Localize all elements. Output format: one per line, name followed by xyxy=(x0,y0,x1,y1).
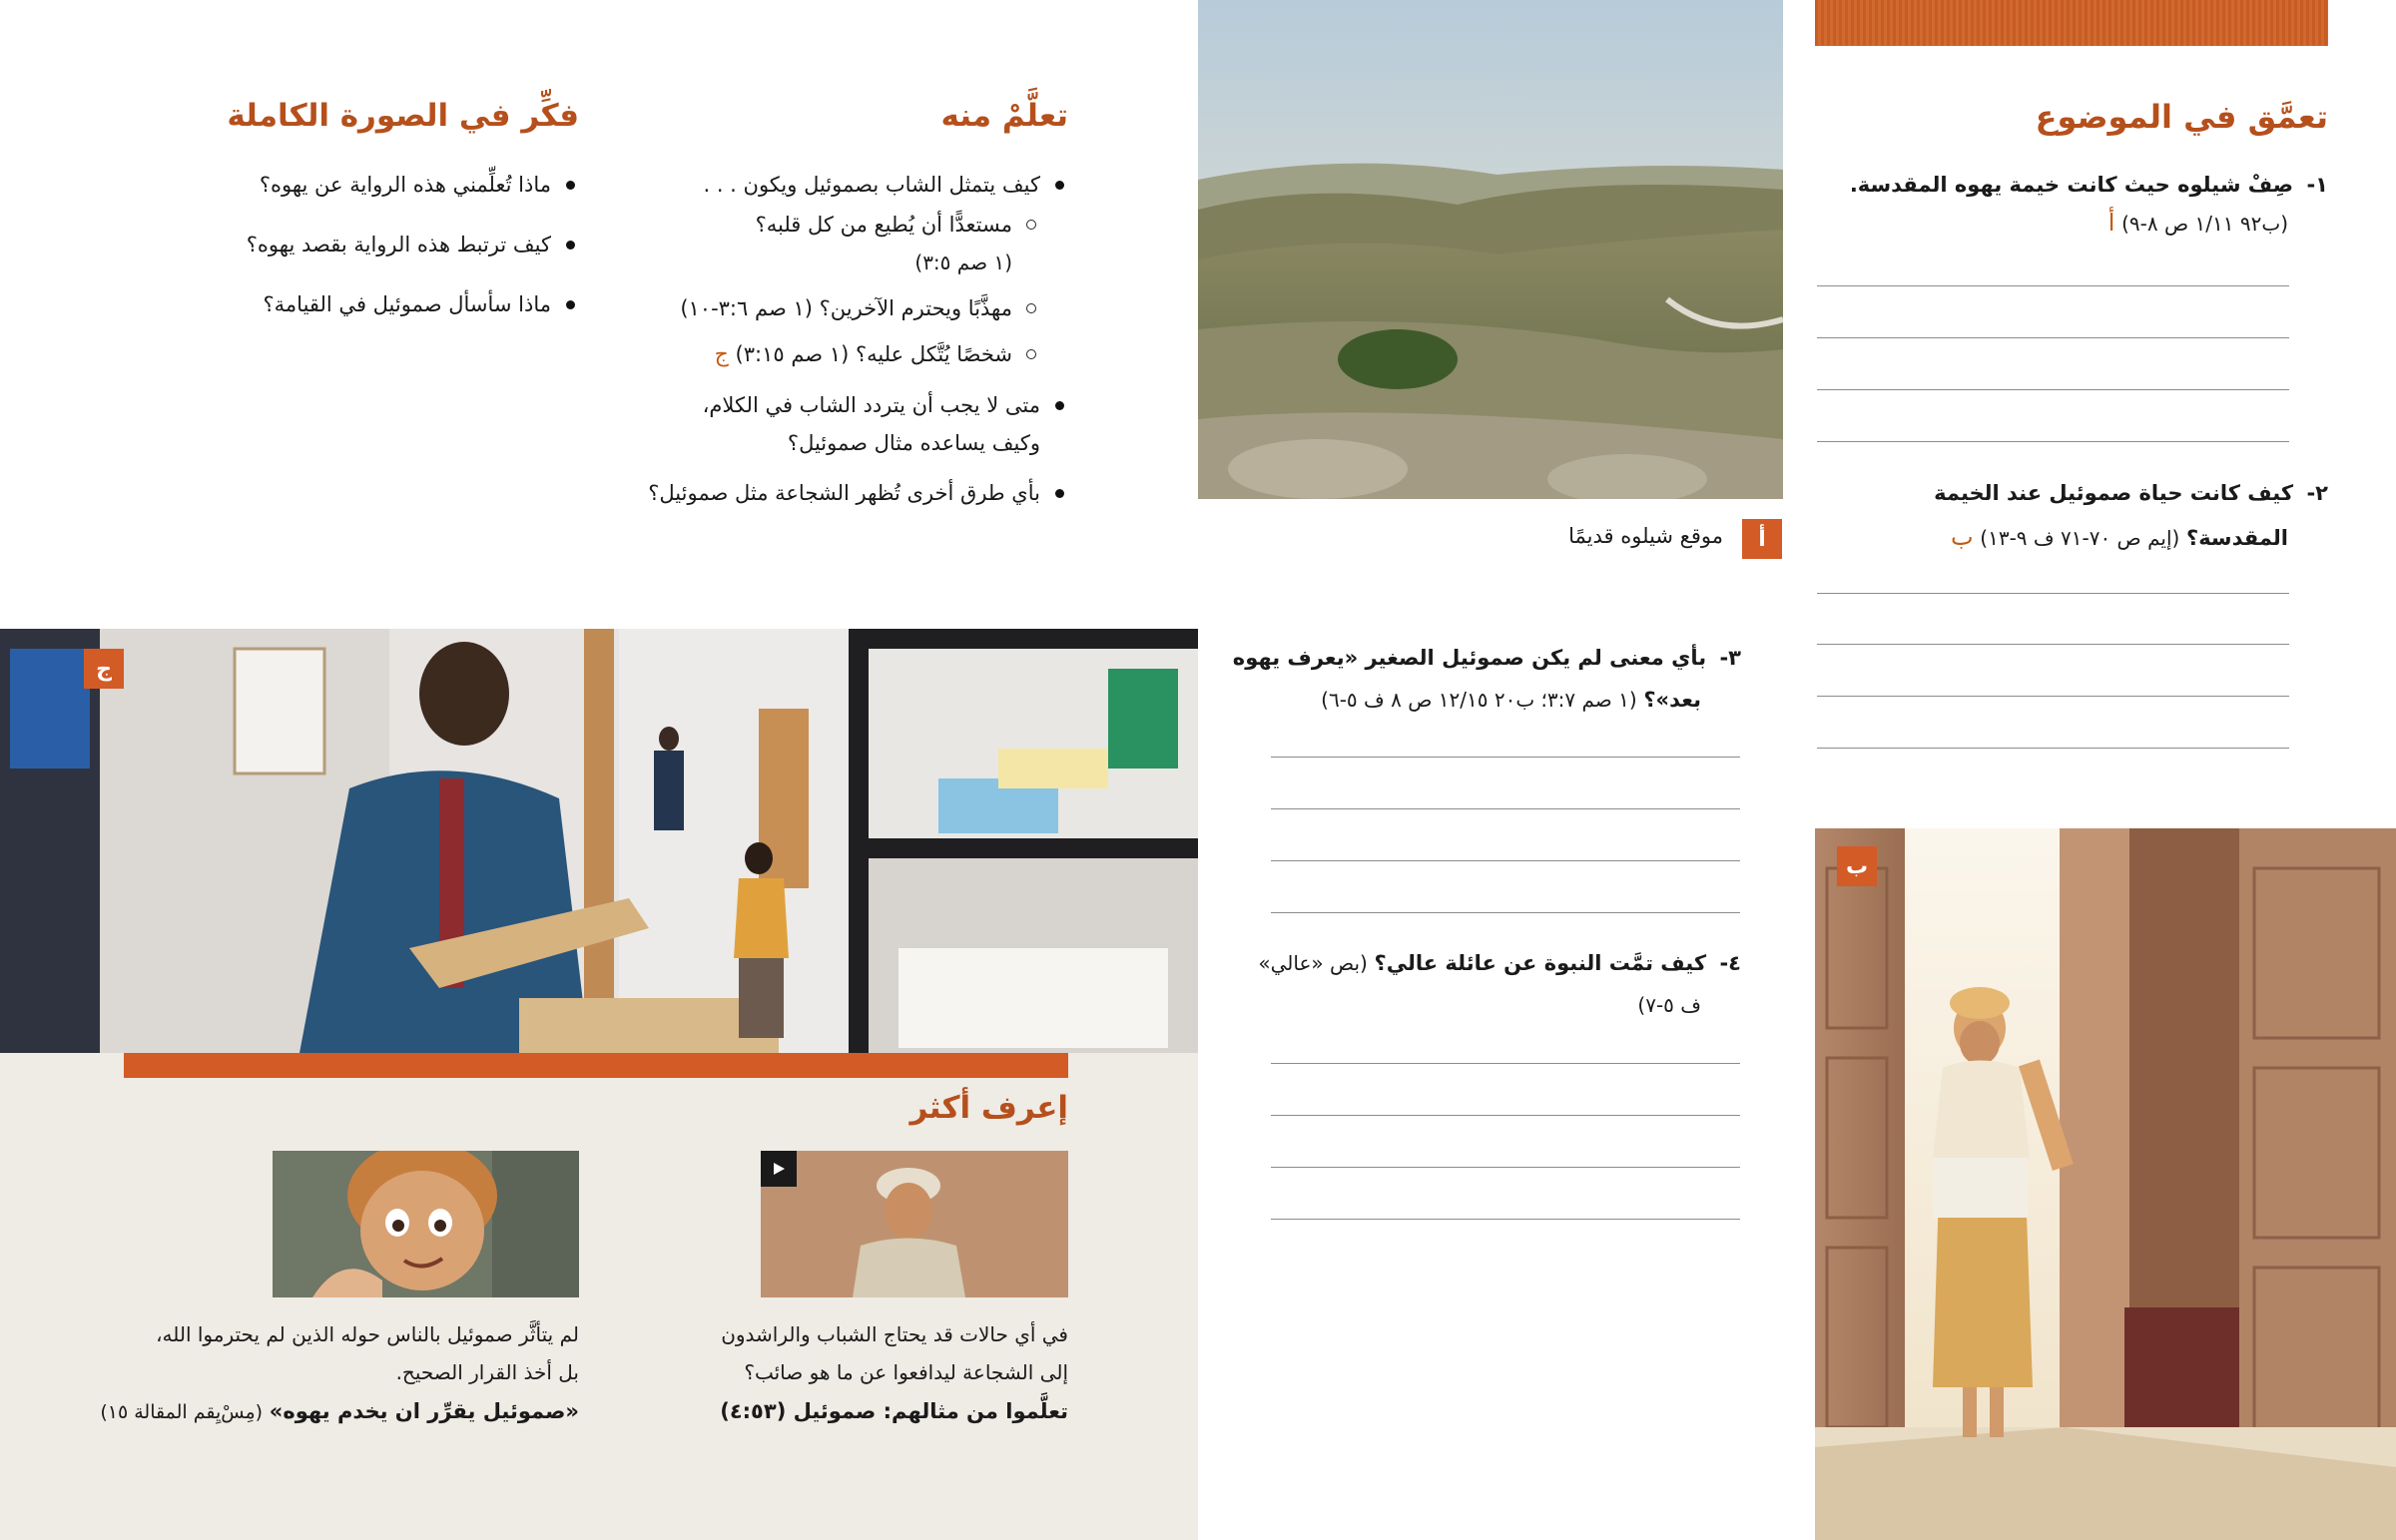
question-3-reference[interactable]: (١ صم ٣:٧؛ ب٢٠ ١٢/١٥ ص ٨ ف ٥-٦) xyxy=(1321,688,1637,712)
big-picture-heading: فكِّر في الصورة الكاملة xyxy=(227,98,579,134)
answer-line[interactable] xyxy=(1817,441,2289,442)
question-2-number: ٢- xyxy=(2306,481,2328,505)
question-3-text: بأي معنى لم يكن صموئيل الصغير «يعرف يهوه xyxy=(1232,646,1707,670)
answer-line[interactable] xyxy=(1271,808,1740,809)
learn-from-sub-2-text: مهذَّبًا ويحترم الآخرين؟ (١ صم ٣:٦-١٠) xyxy=(680,296,1012,320)
question-3-number: ٣- xyxy=(1719,646,1741,670)
learn-from-heading: تعلَّمْ منه xyxy=(940,98,1068,134)
answer-line[interactable] xyxy=(1817,748,2289,749)
learn-from-sub-1-text: مستعدًّا أن يُطيع من كل قلبه؟ xyxy=(755,213,1012,237)
learn-from-item-3-text: بأي طرق أخرى تُظهر الشجاعة مثل صموئيل؟ xyxy=(648,481,1040,505)
answer-line[interactable] xyxy=(1271,1167,1740,1168)
answer-line[interactable] xyxy=(1271,1219,1740,1220)
question-2-reference[interactable]: (إيم ص ٧٠-٧١ ف ٩-١٣) xyxy=(1980,526,2180,550)
answer-line[interactable] xyxy=(1817,593,2289,594)
learn-from-item-2-text-cont: وكيف يساعده مثال صموئيل؟ xyxy=(787,431,1040,455)
question-2 xyxy=(1769,471,2328,560)
photo-caption: موقع شيلوه قديمًا xyxy=(1568,524,1723,548)
big-picture-item-text: ماذا تُعلِّمني هذه الرواية عن يهوه؟ xyxy=(259,173,551,197)
learn-from-item-1 xyxy=(609,166,1068,374)
video-description-line: إلى الشجاعة ليدافعوا عن ما هو صائب؟ xyxy=(744,1360,1068,1384)
article-thumbnail[interactable] xyxy=(273,1151,579,1297)
learn-from-item-3 xyxy=(609,474,1068,512)
learn-more-heading: إعرف أكثر xyxy=(909,1090,1068,1126)
big-picture-item-text: كيف ترتبط هذه الرواية بقصد يهوه؟ xyxy=(246,233,551,257)
dig-deeper-heading: تعمَّق في الموضوع xyxy=(2035,98,2328,136)
answer-line[interactable] xyxy=(1271,1063,1740,1064)
top-orange-banner xyxy=(1815,0,2328,46)
answer-line[interactable] xyxy=(1271,860,1740,861)
photo-badge-a: أ xyxy=(1742,519,1782,559)
big-picture-list xyxy=(160,166,579,323)
illustration-badge-b: ب xyxy=(1837,846,1877,886)
article-description-line: لم يتأثَّر صموئيل بالناس حوله الذين لم يحترموا الله، xyxy=(156,1322,579,1346)
article-title-link[interactable] xyxy=(100,1399,579,1423)
question-4-number: ٤- xyxy=(1719,951,1741,975)
learn-from-item-1-text: كيف يتمثل الشاب بصموئيل ويكون . . . xyxy=(703,173,1040,197)
answer-line[interactable] xyxy=(1271,1115,1740,1116)
learn-from-item-2 xyxy=(609,386,1068,462)
question-1-number: ١- xyxy=(2306,173,2328,197)
answer-line[interactable] xyxy=(1271,757,1740,758)
learn-from-sub-3-text: شخصًا يُتَّكل عليه؟ (١ صم ٣:١٥) xyxy=(735,342,1012,366)
answer-line[interactable] xyxy=(1271,912,1740,913)
question-3-text-cont: بعد»؟ xyxy=(1643,688,1701,712)
question-3 xyxy=(1222,637,1741,721)
article-title[interactable]: «صموئيل يقرِّر ان يخدم يهوه» xyxy=(269,1399,579,1423)
learn-from-item-2-text: متى لا يجب أن يتردد الشاب في الكلام، xyxy=(702,393,1040,417)
big-picture-item xyxy=(160,226,579,263)
question-4-reference-cont[interactable]: ف ٥-٧) xyxy=(1637,993,1701,1017)
video-description-line: في أي حالات قد يحتاج الشباب والراشدون xyxy=(721,1322,1068,1346)
answer-line[interactable] xyxy=(1817,389,2289,390)
samuel-at-door-illustration xyxy=(1815,828,2396,1540)
learn-from-sub-2 xyxy=(609,289,1040,327)
article-description-line: بل أخذ القرار الصحيح. xyxy=(395,1360,579,1384)
learn-more-bar xyxy=(124,1053,1068,1078)
learn-from-list xyxy=(609,166,1068,512)
answer-line[interactable] xyxy=(1817,337,2289,338)
answer-line[interactable] xyxy=(1817,285,2289,286)
learn-from-sub-3-letter: ج xyxy=(714,342,729,367)
question-4 xyxy=(1222,942,1741,1026)
question-2-letter: ب xyxy=(1951,523,1974,551)
video-description xyxy=(649,1315,1068,1391)
big-picture-item xyxy=(160,166,579,204)
learn-from-sub-3 xyxy=(609,335,1040,374)
question-2-text: كيف كانت حياة صموئيل عند الخيمة xyxy=(1934,481,2294,505)
big-picture-item-text: ماذا سأسأل صموئيل في القيامة؟ xyxy=(263,292,551,316)
play-icon[interactable] xyxy=(761,1151,797,1187)
question-4-reference[interactable]: (بص «عالي» xyxy=(1258,951,1368,975)
young-man-storeroom-photo xyxy=(0,629,1198,1053)
video-title-link[interactable]: تعلَّموا من مثالهم: صموئيل (٤:٥٣) xyxy=(720,1399,1068,1423)
question-1 xyxy=(1769,166,2328,243)
learn-from-sub-1-ref[interactable]: (١ صم ٣:٥) xyxy=(914,251,1012,274)
article-reference[interactable]: (مِسْ‌يِقم المقالة ١٥) xyxy=(100,1401,264,1423)
question-1-reference[interactable]: (ب٩٢ ١/١١ ص ٨-٩) xyxy=(2121,212,2288,236)
question-4-text: كيف تمَّت النبوة عن عائلة عالي؟ xyxy=(1374,951,1707,975)
question-2-text-cont: المقدسة؟ xyxy=(2186,526,2288,550)
shiloh-landscape-photo xyxy=(1198,0,1783,499)
article-description xyxy=(120,1315,579,1391)
photo-badge-j: ج xyxy=(84,649,124,689)
question-1-letter: أ xyxy=(2107,209,2115,237)
answer-line[interactable] xyxy=(1817,696,2289,697)
learn-from-sub-1 xyxy=(609,206,1040,281)
question-1-text: صِفْ شيلوه حيث كانت خيمة يهوه المقدسة. xyxy=(1849,173,2294,197)
big-picture-item xyxy=(160,285,579,323)
answer-line[interactable] xyxy=(1817,644,2289,645)
video-thumbnail[interactable] xyxy=(761,1151,1068,1297)
